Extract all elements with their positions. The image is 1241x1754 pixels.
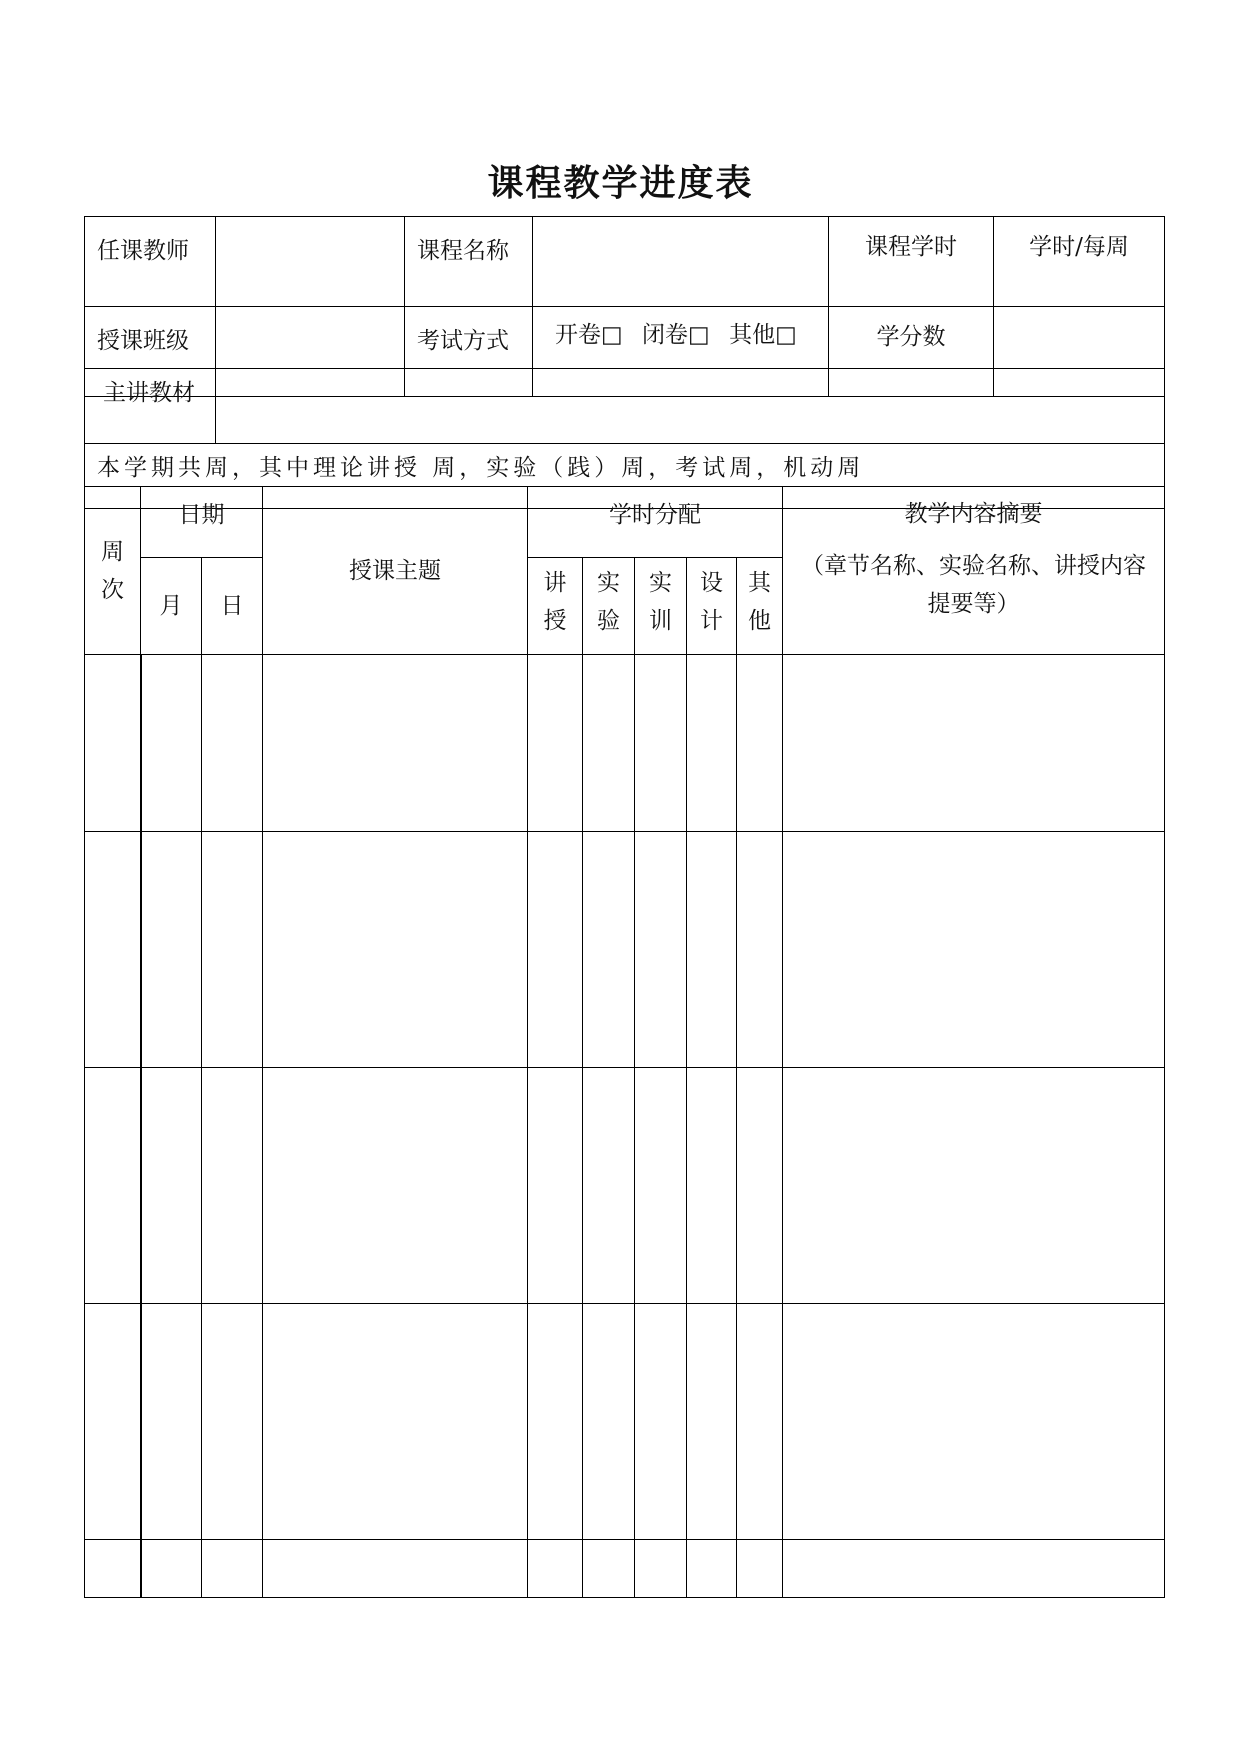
day-header: 日	[202, 558, 263, 655]
day-cell[interactable]	[202, 832, 263, 1068]
hours-design-header	[687, 558, 737, 655]
schedule-row	[85, 1540, 1165, 1598]
hours-cell[interactable]	[737, 1540, 783, 1598]
hours-training-char-2: 训	[649, 608, 672, 634]
day-cell[interactable]	[202, 655, 263, 832]
hours-cell[interactable]	[635, 832, 687, 1068]
topic-cell[interactable]	[263, 655, 528, 832]
hours-per-week-label: 学时/每周	[994, 217, 1165, 307]
month-cell[interactable]	[141, 1068, 202, 1304]
hours-design-char-1: 设	[700, 570, 723, 596]
month-cell[interactable]	[141, 1540, 202, 1598]
week-cell[interactable]	[85, 655, 141, 832]
month-cell[interactable]	[141, 832, 202, 1068]
content-cell[interactable]	[783, 655, 1165, 832]
hours-cell[interactable]	[737, 1068, 783, 1304]
hours-cell[interactable]	[583, 1540, 635, 1598]
schedule-row	[85, 1068, 1165, 1304]
exam-method-label: 考试方式	[405, 307, 533, 397]
hours-cell[interactable]	[583, 832, 635, 1068]
week-header-char-2: 次	[101, 576, 124, 603]
hours-design-char-2: 计	[700, 608, 723, 634]
hours-cell[interactable]	[687, 655, 737, 832]
topic-cell[interactable]	[263, 1068, 528, 1304]
day-cell[interactable]	[202, 1304, 263, 1540]
hours-experiment-header	[583, 558, 635, 655]
hours-cell[interactable]	[687, 1304, 737, 1540]
topic-header: 授课主题	[263, 487, 528, 655]
hours-cell[interactable]	[687, 832, 737, 1068]
teacher-field[interactable]	[216, 217, 405, 307]
course-hours-label: 课程学时	[829, 217, 994, 307]
hours-lecture-char-2: 授	[543, 608, 567, 634]
week-cell[interactable]	[85, 1068, 141, 1304]
hours-cell[interactable]	[737, 1304, 783, 1540]
topic-cell[interactable]	[263, 1540, 528, 1598]
day-cell[interactable]	[202, 1068, 263, 1304]
content-cell[interactable]	[783, 1540, 1165, 1598]
hours-cell[interactable]	[528, 1304, 583, 1540]
hours-allocation-header: 学时分配	[528, 487, 783, 558]
content-summary-header	[783, 487, 1165, 655]
teacher-label: 任课教师	[85, 217, 216, 307]
hours-cell[interactable]	[687, 1068, 737, 1304]
week-header-char-1: 周	[101, 538, 124, 565]
exam-option-closed-book[interactable]: 闭卷□	[642, 322, 710, 348]
hours-other-char-2: 他	[748, 608, 772, 634]
schedule-row	[85, 1304, 1165, 1540]
topic-cell[interactable]	[263, 1304, 528, 1540]
info-row-1	[85, 217, 1165, 307]
month-cell[interactable]	[141, 655, 202, 832]
content-cell[interactable]	[783, 1304, 1165, 1540]
month-cell[interactable]	[141, 1304, 202, 1540]
hours-cell[interactable]	[583, 1304, 635, 1540]
course-name-label: 课程名称	[405, 217, 533, 307]
content-cell[interactable]	[783, 1068, 1165, 1304]
exam-option-other[interactable]: 其他□	[729, 322, 797, 348]
hours-cell[interactable]	[528, 1068, 583, 1304]
hours-lecture-char-1: 讲	[543, 570, 567, 596]
week-cell[interactable]	[85, 1540, 141, 1598]
hours-cell[interactable]	[687, 1540, 737, 1598]
textbook-field[interactable]	[216, 369, 1165, 444]
hours-cell[interactable]	[583, 1068, 635, 1304]
hours-cell[interactable]	[583, 655, 635, 832]
hours-cell[interactable]	[528, 832, 583, 1068]
content-cell[interactable]	[783, 832, 1165, 1068]
exam-option-open-book[interactable]: 开卷□	[555, 322, 623, 348]
hours-experiment-char-2: 验	[597, 608, 620, 634]
credits-label: 学分数	[829, 307, 994, 397]
schedule-table	[84, 486, 1165, 1598]
textbook-row	[85, 369, 1165, 444]
date-header: 日期	[141, 487, 263, 558]
hours-cell[interactable]	[737, 655, 783, 832]
hours-cell[interactable]	[635, 1540, 687, 1598]
page-title: 课程教学进度表	[487, 163, 754, 204]
hours-cell[interactable]	[528, 655, 583, 832]
course-name-field[interactable]	[533, 217, 829, 307]
textbook-label: 主讲教材	[85, 369, 216, 444]
week-cell[interactable]	[85, 1304, 141, 1540]
month-header: 月	[141, 558, 202, 655]
hours-lecture-header	[528, 558, 583, 655]
hours-training-char-1: 实	[649, 570, 672, 596]
hours-cell[interactable]	[737, 832, 783, 1068]
week-cell[interactable]	[85, 832, 141, 1068]
content-summary-note: （章节名称、实验名称、讲授内容提要等）	[801, 553, 1147, 617]
schedule-row	[85, 655, 1165, 832]
hours-cell[interactable]	[635, 1304, 687, 1540]
hours-other-header	[737, 558, 783, 655]
schedule-header-row-1	[85, 487, 1165, 558]
week-header	[85, 487, 141, 655]
hours-experiment-char-1: 实	[597, 570, 620, 596]
day-cell[interactable]	[202, 1540, 263, 1598]
hours-training-header	[635, 558, 687, 655]
hours-cell[interactable]	[635, 655, 687, 832]
semester-summary-line: 本学期共周，其中理论讲授 周，实验（践）周，考试周，机动周	[85, 444, 1165, 509]
hours-other-char-1: 其	[748, 570, 772, 596]
content-summary-title: 教学内容摘要	[904, 501, 1043, 527]
hours-cell[interactable]	[635, 1068, 687, 1304]
class-label: 授课班级	[85, 307, 216, 397]
schedule-row	[85, 832, 1165, 1068]
topic-cell[interactable]	[263, 832, 528, 1068]
hours-cell[interactable]	[528, 1540, 583, 1598]
